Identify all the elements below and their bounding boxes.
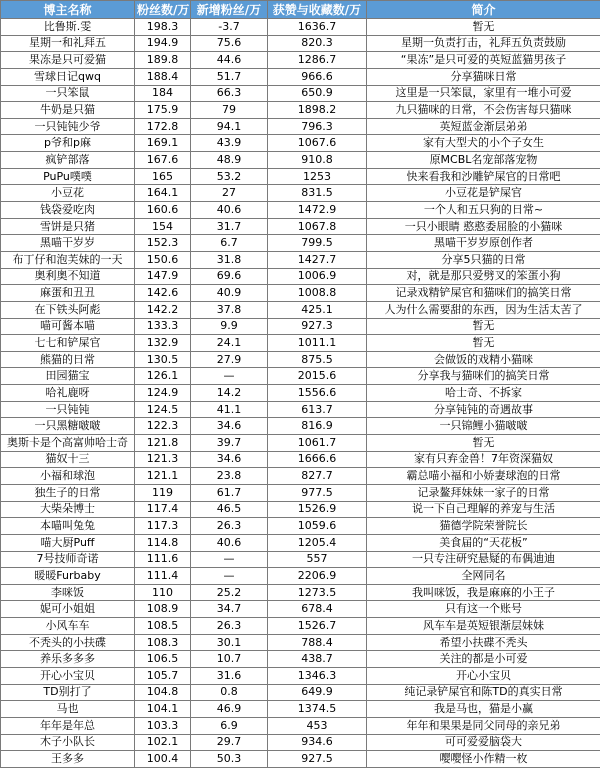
cell-intro: 暂无	[367, 335, 600, 352]
cell-blogger-name: 奥利奥不知道	[1, 268, 135, 285]
cell-followers: 150.6	[135, 251, 191, 268]
cell-followers: 188.4	[135, 68, 191, 85]
table-row	[1, 468, 600, 485]
cell-intro: 暂无	[367, 19, 600, 36]
cell-intro: 暂无	[367, 435, 600, 452]
cell-new-followers: 29.7	[191, 734, 268, 751]
cell-intro: 我是马也，猫是小赢	[367, 701, 600, 718]
cell-likes-collections: 796.3	[268, 118, 367, 135]
cell-likes-collections: 613.7	[268, 401, 367, 418]
cell-intro: 英短蓝金渐层弟弟	[367, 118, 600, 135]
cell-followers: 124.9	[135, 385, 191, 402]
cell-new-followers: -3.7	[191, 19, 268, 36]
cell-blogger-name: 比鲁斯.雯	[1, 19, 135, 36]
cell-intro: 分享我与猫咪们的搞笑日常	[367, 368, 600, 385]
cell-followers: 172.8	[135, 118, 191, 135]
cell-intro: 一只专注研究悬疑的布偶迪迪	[367, 551, 600, 568]
cell-followers: 121.8	[135, 435, 191, 452]
table-row	[1, 601, 600, 618]
cell-blogger-name: 喵可酱本喵	[1, 318, 135, 335]
table-row	[1, 202, 600, 219]
cell-blogger-name: 星期一和礼拜五	[1, 35, 135, 52]
cell-followers: 167.6	[135, 152, 191, 169]
cell-new-followers: 6.7	[191, 235, 268, 252]
cell-likes-collections: 820.3	[268, 35, 367, 52]
cell-new-followers: 61.7	[191, 484, 268, 501]
cell-intro: 纯记录铲屎官和陈TD的真实日常	[367, 684, 600, 701]
cell-blogger-name: 黑喵干岁岁	[1, 235, 135, 252]
cell-blogger-name: 马也	[1, 701, 135, 718]
cell-new-followers: 39.7	[191, 435, 268, 452]
cell-new-followers: 26.3	[191, 518, 268, 535]
cell-new-followers: 37.8	[191, 301, 268, 318]
cell-likes-collections: 1556.6	[268, 385, 367, 402]
cell-intro: 快来看我和沙雕铲屎官的日常吧	[367, 168, 600, 185]
table-row	[1, 85, 600, 102]
cell-followers: 104.1	[135, 701, 191, 718]
cell-followers: 198.3	[135, 19, 191, 36]
cell-likes-collections: 1006.9	[268, 268, 367, 285]
cell-likes-collections: 1346.3	[268, 667, 367, 684]
cell-likes-collections: 927.3	[268, 318, 367, 335]
cell-new-followers: 9.9	[191, 318, 268, 335]
cell-followers: 124.5	[135, 401, 191, 418]
cell-likes-collections: 2015.6	[268, 368, 367, 385]
cell-likes-collections: 1011.1	[268, 335, 367, 352]
cell-followers: 108.3	[135, 634, 191, 651]
cell-intro: 我叫咪饭，我是麻麻的小王子	[367, 584, 600, 601]
cell-new-followers: 40.9	[191, 285, 268, 302]
cell-blogger-name: 一只钝钝	[1, 401, 135, 418]
cell-new-followers: 34.7	[191, 601, 268, 618]
table-row	[1, 751, 600, 768]
cell-intro: 开心小宝贝	[367, 667, 600, 684]
cell-blogger-name: 大柴朵博士	[1, 501, 135, 518]
cell-blogger-name: 田园猫宝	[1, 368, 135, 385]
cell-blogger-name: TD别打了	[1, 684, 135, 701]
cell-likes-collections: 1273.5	[268, 584, 367, 601]
cell-intro: 可可爱爱脑袋大	[367, 734, 600, 751]
table-row	[1, 701, 600, 718]
cell-blogger-name: 小豆花	[1, 185, 135, 202]
table-row	[1, 568, 600, 585]
cell-new-followers: —	[191, 568, 268, 585]
cell-new-followers: 34.6	[191, 451, 268, 468]
table-row	[1, 435, 600, 452]
cell-followers: 105.7	[135, 667, 191, 684]
cell-intro: 一个人和五只狗的日常~	[367, 202, 600, 219]
table-body	[1, 19, 600, 768]
cell-followers: 160.6	[135, 202, 191, 219]
cell-followers: 119	[135, 484, 191, 501]
table-row	[1, 351, 600, 368]
cell-intro: 只有这一个账号	[367, 601, 600, 618]
cell-followers: 110	[135, 584, 191, 601]
cell-likes-collections: 1008.8	[268, 285, 367, 302]
cell-followers: 114.8	[135, 534, 191, 551]
table-row	[1, 451, 600, 468]
cell-blogger-name: 麻蛋和丑丑	[1, 285, 135, 302]
table-row	[1, 634, 600, 651]
cell-blogger-name: 牛奶是只猫	[1, 102, 135, 119]
cell-likes-collections: 875.5	[268, 351, 367, 368]
cell-intro: 一只锦鲤小猫啵啵	[367, 418, 600, 435]
cell-new-followers: 0.8	[191, 684, 268, 701]
cell-likes-collections: 438.7	[268, 651, 367, 668]
table-row	[1, 734, 600, 751]
cell-blogger-name: 喵大厨Puff	[1, 534, 135, 551]
cell-intro: 希望小扶碟不秃头	[367, 634, 600, 651]
cell-blogger-name: 不秃头的小扶碟	[1, 634, 135, 651]
cell-followers: 152.3	[135, 235, 191, 252]
cell-new-followers: —	[191, 368, 268, 385]
table-row	[1, 518, 600, 535]
cell-blogger-name: 一只笨鼠	[1, 85, 135, 102]
cell-blogger-name: 疯铲部落	[1, 152, 135, 169]
cell-likes-collections: 1526.9	[268, 501, 367, 518]
cell-new-followers: 79	[191, 102, 268, 119]
cell-likes-collections: 1526.7	[268, 618, 367, 635]
table-row	[1, 401, 600, 418]
cell-followers: 121.1	[135, 468, 191, 485]
cell-intro: 原MCBL名宠部落宠物	[367, 152, 600, 169]
table-row	[1, 684, 600, 701]
cell-likes-collections: 1286.7	[268, 52, 367, 69]
cell-blogger-name: 钱袋爱吃肉	[1, 202, 135, 219]
cell-likes-collections: 934.6	[268, 734, 367, 751]
cell-blogger-name: 猫奴十三	[1, 451, 135, 468]
cell-likes-collections: 557	[268, 551, 367, 568]
cell-blogger-name: 7号技师奇诺	[1, 551, 135, 568]
cell-followers: 132.9	[135, 335, 191, 352]
cell-blogger-name: 奥斯卡是个高富帅哈士奇	[1, 435, 135, 452]
table-row	[1, 301, 600, 318]
table-row	[1, 501, 600, 518]
header-likes-collections: 获赞与收藏数/万	[268, 1, 367, 19]
cell-likes-collections: 910.8	[268, 152, 367, 169]
cell-intro: 人为什么需要甜的东西，因为生活太苦了	[367, 301, 600, 318]
cell-intro: 分享钝钝的奇遇故事	[367, 401, 600, 418]
cell-blogger-name: PuPu噗噗	[1, 168, 135, 185]
cell-likes-collections: 1067.8	[268, 218, 367, 235]
cell-blogger-name: 哈礼鹿呀	[1, 385, 135, 402]
cell-followers: 142.2	[135, 301, 191, 318]
cell-likes-collections: 966.6	[268, 68, 367, 85]
cell-likes-collections: 1253	[268, 168, 367, 185]
cell-blogger-name: 妮可小姐姐	[1, 601, 135, 618]
header-row	[1, 1, 600, 19]
table-row	[1, 618, 600, 635]
cell-likes-collections: 2206.9	[268, 568, 367, 585]
cell-blogger-name: 暖暖Furbaby	[1, 568, 135, 585]
cell-new-followers: 31.7	[191, 218, 268, 235]
cell-followers: 130.5	[135, 351, 191, 368]
cell-blogger-name: 果冻是只可爱猫	[1, 52, 135, 69]
cell-likes-collections: 1472.9	[268, 202, 367, 219]
cell-new-followers: 34.6	[191, 418, 268, 435]
cell-likes-collections: 816.9	[268, 418, 367, 435]
table-row	[1, 19, 600, 36]
cell-followers: 175.9	[135, 102, 191, 119]
table-row	[1, 368, 600, 385]
cell-likes-collections: 1898.2	[268, 102, 367, 119]
cell-likes-collections: 927.5	[268, 751, 367, 768]
table-row	[1, 534, 600, 551]
cell-blogger-name: 布丁仔和泡芙妹的一天	[1, 251, 135, 268]
cell-intro: 霸总喵小福和小娇妻球泡的日常	[367, 468, 600, 485]
cell-followers: 100.4	[135, 751, 191, 768]
header-intro: 简介	[367, 1, 600, 19]
cell-intro: 小豆花是铲屎官	[367, 185, 600, 202]
cell-new-followers: 31.6	[191, 667, 268, 684]
table-row	[1, 152, 600, 169]
cell-new-followers: 50.3	[191, 751, 268, 768]
table-row	[1, 385, 600, 402]
header-followers: 粉丝数/万	[135, 1, 191, 19]
cell-followers: 184	[135, 85, 191, 102]
table-row	[1, 35, 600, 52]
cell-likes-collections: 453	[268, 717, 367, 734]
table-row	[1, 551, 600, 568]
cell-followers: 106.5	[135, 651, 191, 668]
cell-new-followers: 27	[191, 185, 268, 202]
table-row	[1, 651, 600, 668]
table-row	[1, 185, 600, 202]
cell-intro: “果冻”是只可爱的英短蓝猫男孩子	[367, 52, 600, 69]
header-blogger-name: 博主名称	[1, 1, 135, 19]
table-row	[1, 667, 600, 684]
table-row	[1, 251, 600, 268]
table-row	[1, 218, 600, 235]
table-row	[1, 717, 600, 734]
cell-blogger-name: 小风车车	[1, 618, 135, 635]
cell-blogger-name: 在下铁头阿彪	[1, 301, 135, 318]
cell-intro: 黑喵干岁岁原创作者	[367, 235, 600, 252]
cell-likes-collections: 977.5	[268, 484, 367, 501]
cell-blogger-name: 雪饼是只猪	[1, 218, 135, 235]
cell-intro: 对，就是那只爱劈叉的笨蛋小狗	[367, 268, 600, 285]
cell-likes-collections: 650.9	[268, 85, 367, 102]
cell-new-followers: 44.6	[191, 52, 268, 69]
cell-likes-collections: 1205.4	[268, 534, 367, 551]
cell-new-followers: 24.1	[191, 335, 268, 352]
table-row	[1, 318, 600, 335]
cell-followers: 111.4	[135, 568, 191, 585]
cell-intro: 全网同名	[367, 568, 600, 585]
cell-new-followers: 46.5	[191, 501, 268, 518]
cell-intro: 暂无	[367, 318, 600, 335]
cell-likes-collections: 1059.6	[268, 518, 367, 535]
cell-likes-collections: 425.1	[268, 301, 367, 318]
cell-likes-collections: 1061.7	[268, 435, 367, 452]
cell-followers: 117.4	[135, 501, 191, 518]
table-row	[1, 285, 600, 302]
cell-likes-collections: 799.5	[268, 235, 367, 252]
table-row	[1, 135, 600, 152]
cell-followers: 194.9	[135, 35, 191, 52]
cell-blogger-name: 王多多	[1, 751, 135, 768]
cell-followers: 169.1	[135, 135, 191, 152]
cell-followers: 103.3	[135, 717, 191, 734]
cell-intro: 一只小眼睛 憨憨委屈脸的小猫咪	[367, 218, 600, 235]
cell-intro: 年年和果果是同父同母的亲兄弟	[367, 717, 600, 734]
cell-intro: 嘤嘤怪小作精一枚	[367, 751, 600, 768]
cell-new-followers: 66.3	[191, 85, 268, 102]
cell-new-followers: 48.9	[191, 152, 268, 169]
cell-intro: 分享猫咪日常	[367, 68, 600, 85]
cell-followers: 111.6	[135, 551, 191, 568]
cell-blogger-name: 熊猫的日常	[1, 351, 135, 368]
table-row	[1, 102, 600, 119]
cell-intro: 猫德学院荣誉院长	[367, 518, 600, 535]
cell-blogger-name: 李咪饭	[1, 584, 135, 601]
cell-likes-collections: 827.7	[268, 468, 367, 485]
cell-blogger-name: 开心小宝贝	[1, 667, 135, 684]
cell-followers: 108.5	[135, 618, 191, 635]
cell-likes-collections: 1636.7	[268, 19, 367, 36]
cell-followers: 104.8	[135, 684, 191, 701]
cell-followers: 147.9	[135, 268, 191, 285]
cell-blogger-name: 一只钝钝少爷	[1, 118, 135, 135]
cell-new-followers: 75.6	[191, 35, 268, 52]
cell-new-followers: 6.9	[191, 717, 268, 734]
cell-new-followers: 25.2	[191, 584, 268, 601]
cell-new-followers: 43.9	[191, 135, 268, 152]
cell-intro: 这里是一只笨鼠，家里有一堆小可爱	[367, 85, 600, 102]
cell-likes-collections: 831.5	[268, 185, 367, 202]
header-new-followers: 新增粉丝/万	[191, 1, 268, 19]
cell-blogger-name: 本喵叫兔兔	[1, 518, 135, 535]
cell-blogger-name: 独生子的日常	[1, 484, 135, 501]
cell-followers: 126.1	[135, 368, 191, 385]
cell-likes-collections: 678.4	[268, 601, 367, 618]
cell-intro: 记录戏精铲屎官和猫咪们的搞笑日常	[367, 285, 600, 302]
cell-new-followers: 14.2	[191, 385, 268, 402]
cell-blogger-name: 养乐多多多	[1, 651, 135, 668]
cell-blogger-name: 雪球日记qwq	[1, 68, 135, 85]
table-row	[1, 235, 600, 252]
cell-likes-collections: 1067.6	[268, 135, 367, 152]
cell-followers: 142.6	[135, 285, 191, 302]
cell-intro: 家有大型犬的小个子女生	[367, 135, 600, 152]
cell-intro: 九只猫咪的日常，不会伤害每只猫咪	[367, 102, 600, 119]
cell-new-followers: 51.7	[191, 68, 268, 85]
cell-intro: 风车车是英短银渐层妹妹	[367, 618, 600, 635]
cell-intro: 会做饭的戏精小猫咪	[367, 351, 600, 368]
cell-followers: 164.1	[135, 185, 191, 202]
cell-new-followers: 40.6	[191, 202, 268, 219]
cell-new-followers: 94.1	[191, 118, 268, 135]
table-row	[1, 68, 600, 85]
cell-intro: 分享5只猫的日常	[367, 251, 600, 268]
cell-blogger-name: p爷和p麻	[1, 135, 135, 152]
cell-blogger-name: 年年是年总	[1, 717, 135, 734]
table-row	[1, 484, 600, 501]
cell-followers: 122.3	[135, 418, 191, 435]
table-row	[1, 418, 600, 435]
cell-intro: 星期一负责打击，礼拜五负责鼓励	[367, 35, 600, 52]
table-row	[1, 118, 600, 135]
cell-new-followers: 10.7	[191, 651, 268, 668]
table-row	[1, 268, 600, 285]
cell-likes-collections: 1427.7	[268, 251, 367, 268]
cell-new-followers: 31.8	[191, 251, 268, 268]
cell-new-followers: 53.2	[191, 168, 268, 185]
cell-likes-collections: 649.9	[268, 684, 367, 701]
cell-followers: 108.9	[135, 601, 191, 618]
cell-blogger-name: 小福和球泡	[1, 468, 135, 485]
cell-blogger-name: 一只黑糖啵啵	[1, 418, 135, 435]
table-row	[1, 335, 600, 352]
cell-intro: 哈士奇、不拆家	[367, 385, 600, 402]
cell-followers: 189.8	[135, 52, 191, 69]
cell-followers: 154	[135, 218, 191, 235]
cell-intro: 美食届的“天花板”	[367, 534, 600, 551]
cell-likes-collections: 788.4	[268, 634, 367, 651]
table-row	[1, 52, 600, 69]
cell-new-followers: 23.8	[191, 468, 268, 485]
cell-blogger-name: 木子小队长	[1, 734, 135, 751]
cell-new-followers: 69.6	[191, 268, 268, 285]
cell-new-followers: 40.6	[191, 534, 268, 551]
cell-intro: 关注的都是小可爱	[367, 651, 600, 668]
cell-followers: 133.3	[135, 318, 191, 335]
cell-new-followers: 46.9	[191, 701, 268, 718]
cell-new-followers: 41.1	[191, 401, 268, 418]
cell-intro: 家有只弃金兽！7年资深猫奴	[367, 451, 600, 468]
cell-new-followers: 30.1	[191, 634, 268, 651]
cell-new-followers: —	[191, 551, 268, 568]
cell-new-followers: 26.3	[191, 618, 268, 635]
table-row	[1, 168, 600, 185]
cell-new-followers: 27.9	[191, 351, 268, 368]
cell-followers: 165	[135, 168, 191, 185]
cell-followers: 117.3	[135, 518, 191, 535]
cell-intro: 记录鳌拜妹妹一家子的日常	[367, 484, 600, 501]
cell-followers: 121.3	[135, 451, 191, 468]
table-row	[1, 584, 600, 601]
cell-blogger-name: 七七和铲屎官	[1, 335, 135, 352]
cell-followers: 102.1	[135, 734, 191, 751]
cell-likes-collections: 1374.5	[268, 701, 367, 718]
cell-intro: 说一下自己理解的养宠与生活	[367, 501, 600, 518]
cell-likes-collections: 1666.6	[268, 451, 367, 468]
